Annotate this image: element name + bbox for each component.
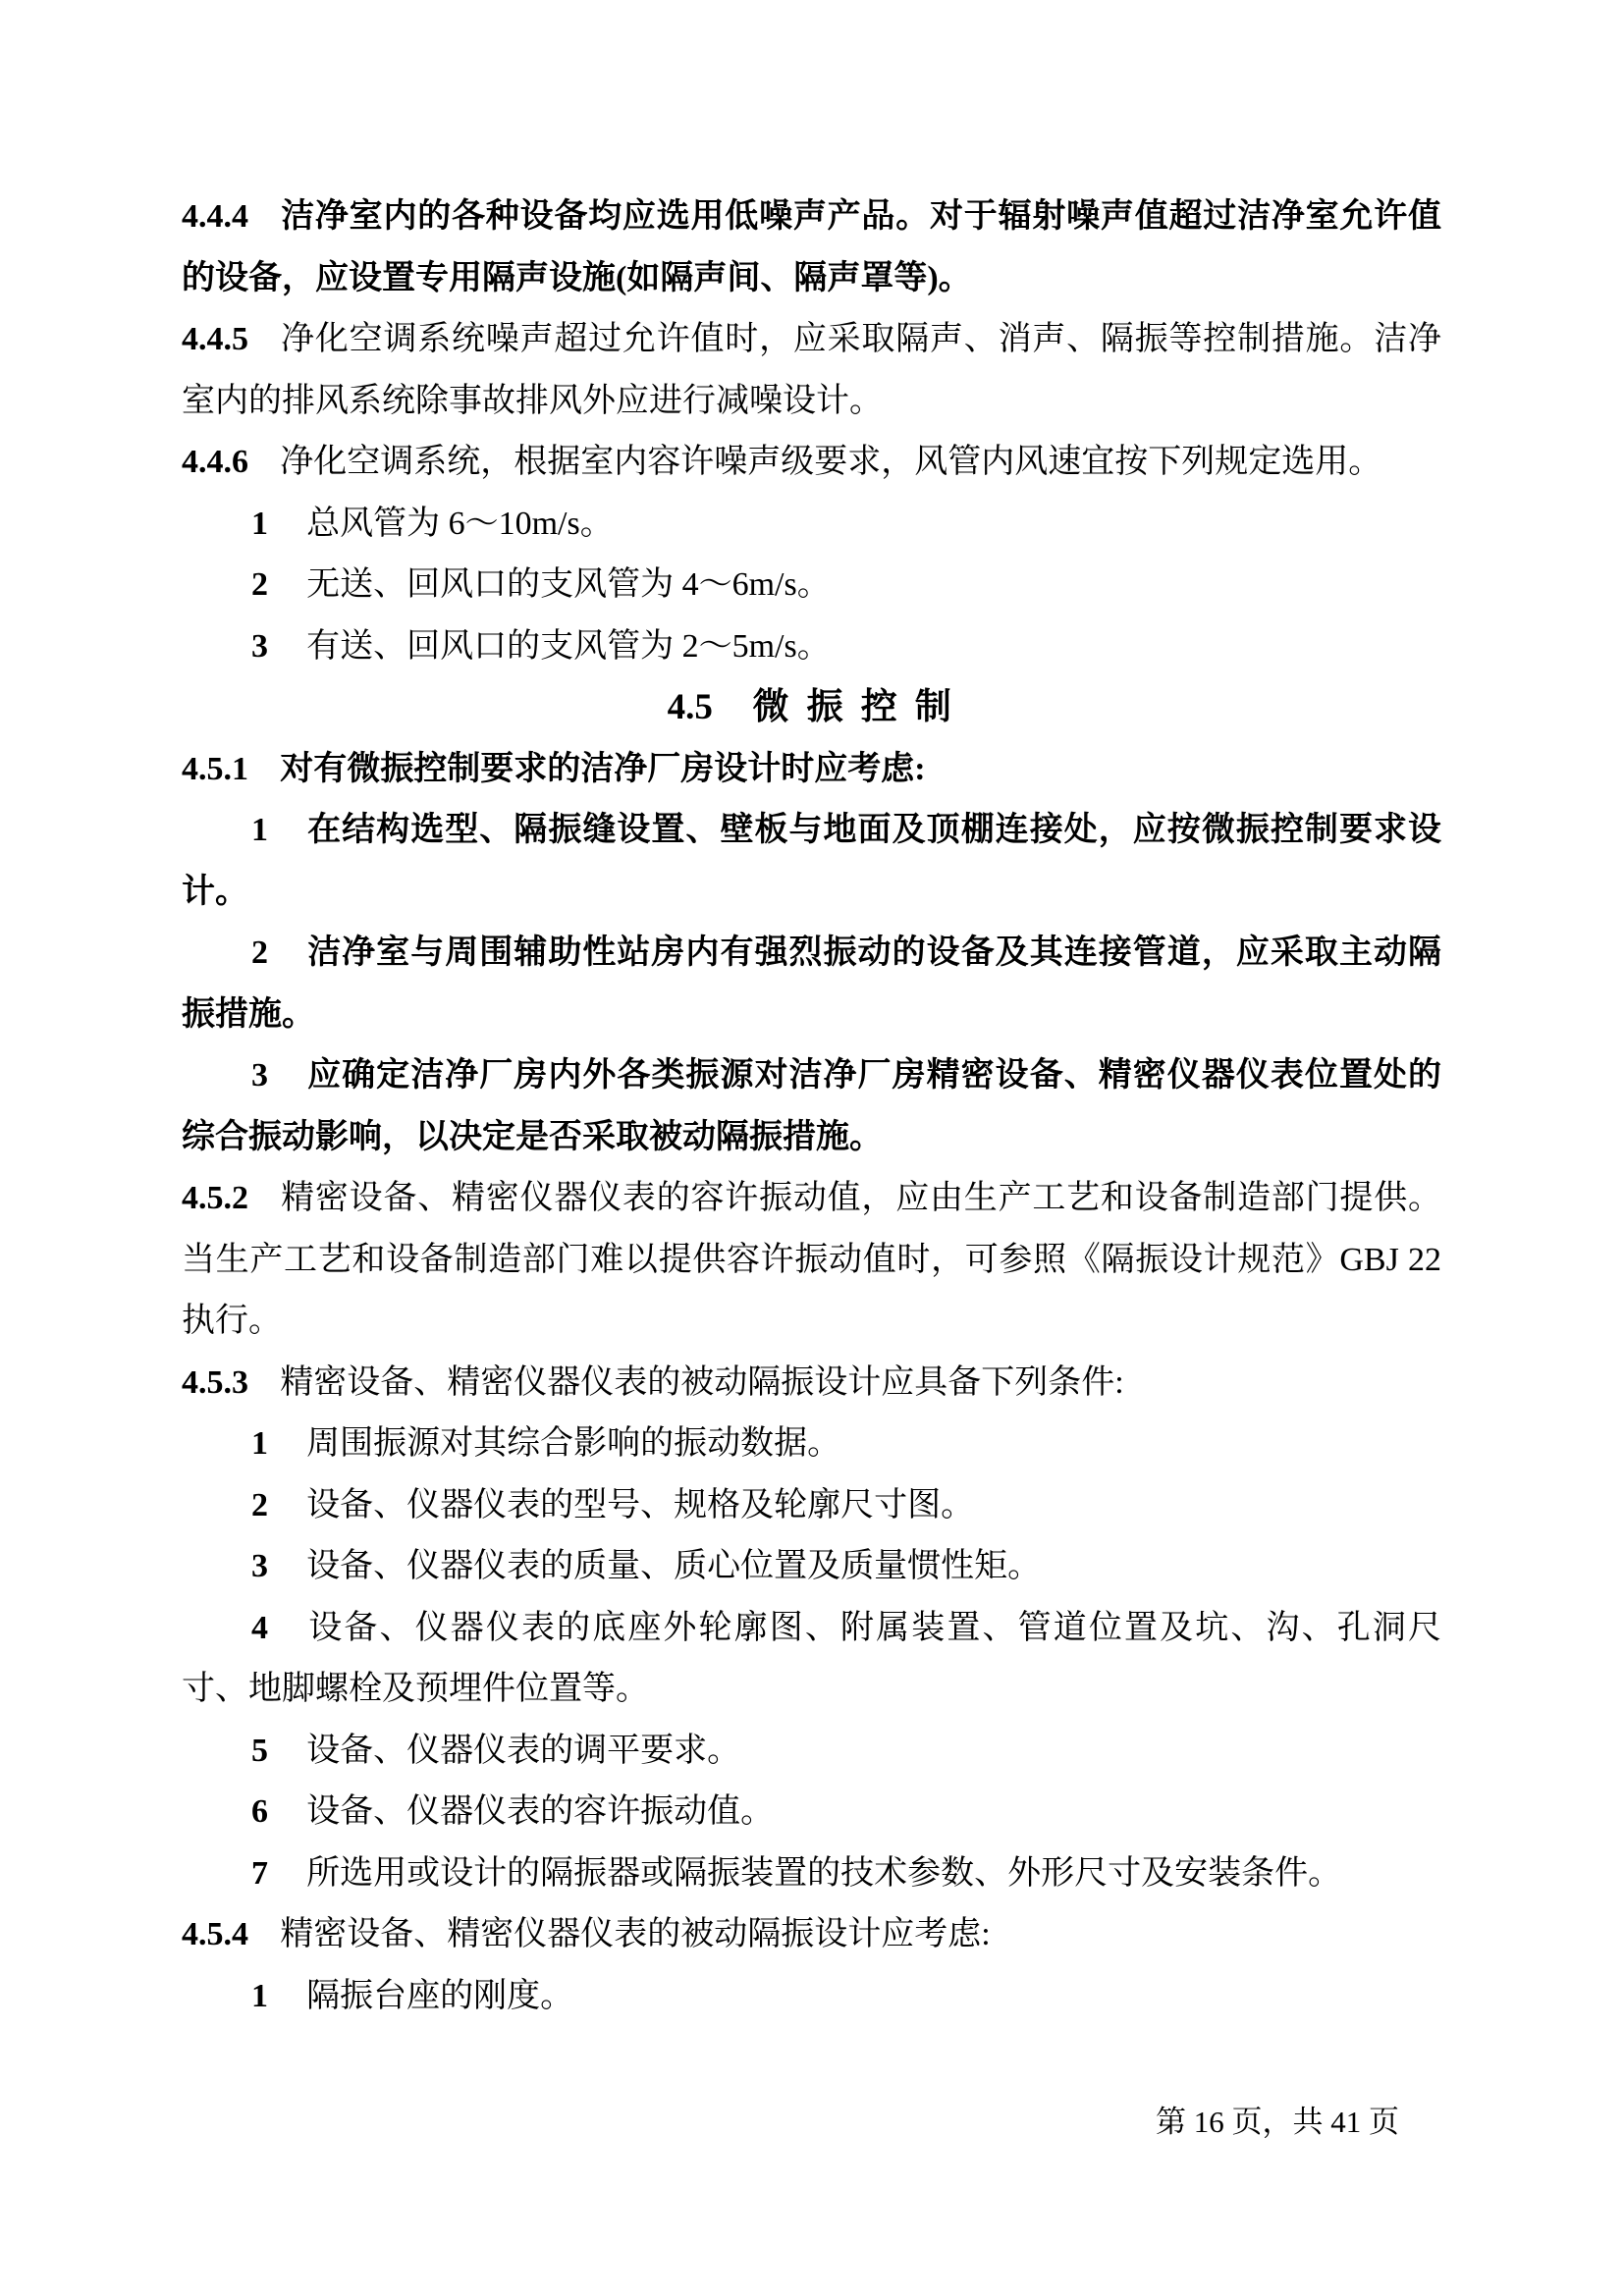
item-text: 设备、仪器仪表的容许振动值。 (306, 1793, 775, 1830)
clause-text: 精密设备、精密仪器仪表的被动隔振设计应具备下列条件: (280, 1363, 1124, 1401)
list-item (182, 1721, 1441, 1783)
item-text: 总风管为 6～10m/s。 (306, 505, 614, 542)
item-text: 无送、回风口的支风管为 4～6m/s。 (306, 566, 831, 603)
item-text: 在结构选型、隔振缝设置、壁板与地面及顶棚连接处，应按微振控制要求设计。 (182, 812, 1441, 910)
clause-text: 精密设备、精密仪器仪表的容许振动值，应由生产工艺和设备制造部门提供。当生产工艺和设备制造部门难以提供容许振动值时，可参照《隔振设计规范》GBJ 22 执行。 (182, 1180, 1441, 1339)
item-text: 设备、仪器仪表的调平要求。 (306, 1732, 741, 1769)
section-number: 4.5 (667, 687, 713, 727)
item-number: 2 (251, 566, 268, 603)
item-text: 所选用或设计的隔振器或隔振装置的技术参数、外形尺寸及安装条件。 (306, 1854, 1342, 1892)
item-number: 7 (251, 1854, 268, 1892)
item-text: 周围振源对其综合影响的振动数据。 (306, 1425, 841, 1462)
clause-number: 4.4.4 (182, 198, 248, 235)
item-number: 3 (251, 1548, 268, 1584)
section-title: 微 振 控 制 (752, 687, 956, 727)
item-text: 设备、仪器仪表的质量、质心位置及质量惯性矩。 (306, 1548, 1042, 1584)
clause-text: 洁净室内的各种设备均应选用低噪声产品。对于辐射噪声值超过洁净室允许值的设备，应设置专用隔声设施(如隔声间、隔声罩等)。 (182, 198, 1441, 296)
clause-text: 净化空调系统噪声超过允许值时，应采取隔声、消声、隔振等控制措施。洁净室内的排风系统除事故排风外应进行减噪设计。 (182, 321, 1441, 419)
clause-text: 对有微振控制要求的洁净厂房设计时应考虑: (280, 750, 926, 787)
list-item (182, 1536, 1441, 1598)
clause-paragraph (182, 432, 1441, 494)
item-number: 2 (251, 1486, 268, 1523)
list-item (182, 800, 1441, 923)
item-text: 应确定洁净厂房内外各类振源对洁净厂房精密设备、精密仪器仪表位置处的综合振动影响，以决定是否采取被动隔振措施。 (182, 1057, 1441, 1155)
item-number: 4 (251, 1609, 268, 1646)
clause-number: 4.4.6 (182, 444, 248, 480)
list-item (182, 1598, 1441, 1721)
list-item (182, 1782, 1441, 1843)
document-blocks (182, 187, 1441, 2027)
clause-paragraph (182, 1168, 1441, 1353)
item-text: 洁净室与周围辅助性站房内有强烈振动的设备及其连接管道，应采取主动隔振措施。 (182, 934, 1441, 1033)
clause-text: 净化空调系统，根据室内容许噪声级要求，风管内风速宜按下列规定选用。 (280, 444, 1382, 480)
clause-paragraph (182, 309, 1441, 432)
clause-paragraph (182, 187, 1441, 309)
clause-paragraph (182, 739, 1441, 801)
item-number: 1 (251, 1977, 268, 2014)
section-heading (182, 677, 1441, 739)
clause-number: 4.5.2 (182, 1180, 248, 1216)
item-number: 3 (251, 1057, 268, 1094)
item-text: 有送、回风口的支风管为 2～5m/s。 (306, 627, 831, 665)
item-number: 5 (251, 1732, 268, 1769)
list-item (182, 616, 1441, 678)
clause-number: 4.5.1 (182, 750, 248, 787)
clause-paragraph (182, 1904, 1441, 1966)
list-item (182, 1966, 1441, 2028)
item-text: 设备、仪器仪表的底座外轮廓图、附属装置、管道位置及坑、沟、孔洞尺寸、地脚螺栓及预埋件位置等。 (182, 1609, 1441, 1707)
item-number: 2 (251, 934, 268, 971)
list-item (182, 1045, 1441, 1168)
item-number: 6 (251, 1793, 268, 1830)
clause-paragraph (182, 1353, 1441, 1415)
clause-number: 4.5.4 (182, 1916, 248, 1952)
clause-text: 精密设备、精密仪器仪表的被动隔振设计应考虑: (280, 1916, 991, 1952)
item-number: 3 (251, 627, 268, 665)
item-number: 1 (251, 812, 268, 848)
list-item (182, 923, 1441, 1045)
list-item (182, 494, 1441, 556)
page-footer: 第 16 页，共 41 页 (1156, 2105, 1399, 2139)
list-item (182, 1414, 1441, 1475)
list-item (182, 1843, 1441, 1905)
item-text: 设备、仪器仪表的型号、规格及轮廓尺寸图。 (306, 1486, 975, 1523)
clause-number: 4.4.5 (182, 321, 248, 357)
item-text: 隔振台座的刚度。 (306, 1977, 574, 2014)
item-number: 1 (251, 505, 268, 542)
item-number: 1 (251, 1425, 268, 1462)
clause-number: 4.5.3 (182, 1363, 248, 1401)
list-item (182, 555, 1441, 616)
list-item (182, 1475, 1441, 1537)
